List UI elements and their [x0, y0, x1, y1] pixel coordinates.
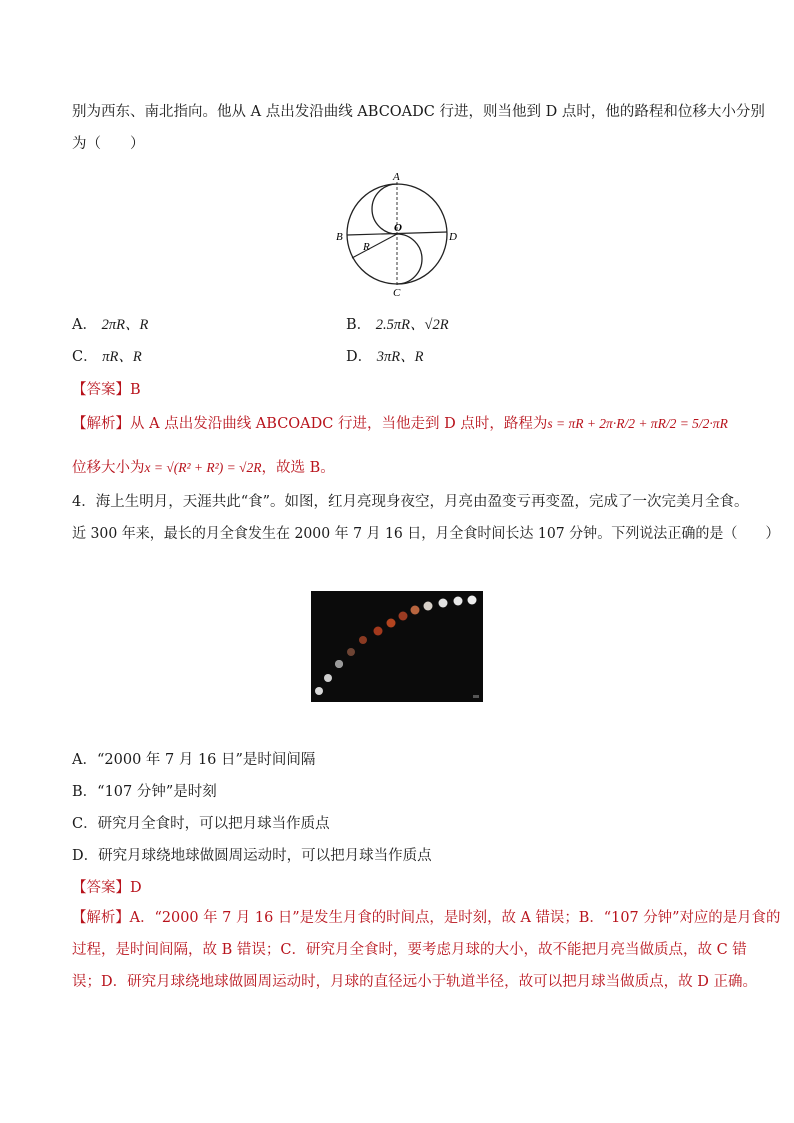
- label-a: A: [393, 171, 400, 183]
- answer-tag: 【答案】: [72, 880, 130, 896]
- radius-line: [352, 234, 397, 258]
- option-key: A．: [72, 317, 97, 333]
- label-o: O: [394, 222, 402, 234]
- analysis-text: 位移大小为: [72, 460, 145, 476]
- label-c: C: [393, 287, 401, 299]
- q4-option-c: [72, 814, 330, 834]
- q3-option-a: [72, 315, 148, 335]
- option-key: D．: [72, 848, 99, 864]
- option-key: B．: [72, 784, 98, 800]
- lower-semicircle: [397, 234, 422, 284]
- q4-option-a: [72, 750, 315, 770]
- option-text: “2000 年 7 月 16 日”是时间间隔: [96, 752, 316, 768]
- q3-answer: [72, 380, 141, 400]
- question-3-text-line-1: 别为西东、南北指向。他从 A 点出发沿曲线 ABCOADC 行进，则当他到 D 点时，他的路程和位移大小分别: [72, 104, 765, 120]
- displacement-formula: x = √(R² + R²) = √2R: [144, 460, 262, 475]
- label-b: B: [336, 231, 343, 243]
- q3-analysis-line-1: [72, 414, 728, 434]
- circle-path-diagram: [330, 168, 470, 300]
- label-d: D: [449, 231, 457, 243]
- q3-option-b: [346, 315, 449, 335]
- option-value: 2.5πR、√2R: [375, 317, 449, 333]
- lunar-eclipse-photo: [311, 591, 483, 702]
- option-key: C．: [72, 816, 98, 832]
- q4-analysis-line-2: 过程，是时间间隔，故 B 错误；C．研究月全食时，要考虑月球的大小，故不能把月亮当做质点，故 C 错: [72, 942, 747, 958]
- question-4-text-line-1: 4．海上生明月，天涯共此“食”。如图，红月亮现身夜空，月亮由盈变亏再变盈，完成了一次完美月全食。: [72, 494, 749, 510]
- question-3-text-line-2: 为（ ）: [72, 136, 145, 152]
- answer-value: D: [130, 880, 142, 896]
- analysis-tag: 【解析】: [72, 416, 130, 432]
- q3-option-d: [346, 347, 423, 367]
- option-text: 研究月全食时，可以把月球当作质点: [97, 816, 330, 832]
- answer-value: B: [130, 382, 141, 398]
- q4-option-b: [72, 782, 217, 802]
- option-key: D．: [346, 349, 373, 365]
- option-key: B．: [346, 317, 372, 333]
- option-key: C．: [72, 349, 98, 365]
- option-key: A．: [72, 752, 97, 768]
- q4-option-d: [72, 846, 432, 866]
- analysis-tag: 【解析】: [72, 910, 130, 926]
- option-text: “107 分钟”是时刻: [97, 784, 217, 800]
- path-formula: s = πR + 2π·R/2 + πR/2 = 5/2·πR: [547, 416, 728, 431]
- option-value: πR、R: [102, 349, 142, 365]
- q4-analysis-line-1: [72, 908, 780, 928]
- question-4-text-line-2: 近 300 年来，最长的月全食发生在 2000 年 7 月 16 日，月全食时间长达 107 分钟。下列说法正确的是（ ）: [72, 526, 780, 542]
- q4-answer: [72, 878, 142, 898]
- analysis-text: ，故选 B。: [261, 460, 335, 476]
- analysis-text: 从 A 点出发沿曲线 ABCOADC 行进，当他走到 D 点时，路程为: [130, 416, 548, 432]
- option-text: 研究月球绕地球做圆周运动时，可以把月球当作质点: [98, 848, 432, 864]
- option-value: 3πR、R: [376, 349, 424, 365]
- analysis-text: A．“2000 年 7 月 16 日”是发生月食的时间点，是时刻，故 A 错误；B．“107 分钟”对应的是月食的: [129, 910, 781, 926]
- option-value: 2πR、R: [101, 317, 149, 333]
- q3-analysis-line-2: [72, 458, 335, 478]
- q3-option-c: [72, 347, 142, 367]
- q4-analysis-line-3: 误；D．研究月球绕地球做圆周运动时，月球的直径远小于轨道半径，故可以把月球当做质点，故 D 正确。: [72, 974, 757, 990]
- label-r: R: [363, 241, 370, 253]
- answer-tag: 【答案】: [72, 382, 130, 398]
